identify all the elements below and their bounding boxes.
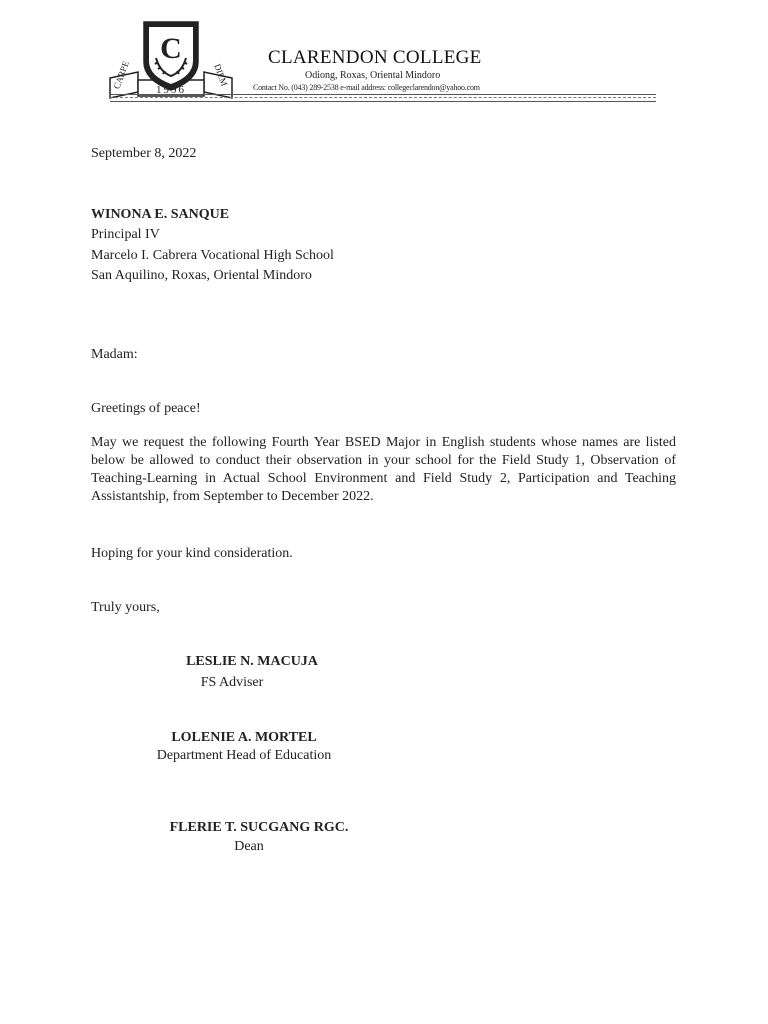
body-paragraph: May we request the following Fourth Year BSED Major in English students whose names are listed below be allowed to conduct their observation in your school for the Field Study 1, Observation of Teaching-Learning in Actual School Environment and Field Study 2, Participation and Teaching Assistantship, from September to December 2022.	[91, 435, 676, 504]
signatory-name-adviser: LESLIE N. MACUJA	[186, 654, 318, 669]
letterhead-divider-inner	[110, 97, 656, 98]
recipient-school: Marcelo I. Cabrera Vocational High School	[91, 248, 334, 263]
college-contact: Contact No. (043) 289-2538 e-mail address: collegeclarendon@yahoo.com	[253, 83, 480, 92]
recipient-name: WINONA E. SANQUE	[91, 207, 230, 222]
recipient-address: San Aquilino, Roxas, Oriental Mindoro	[91, 268, 312, 283]
closing-line: Hoping for your kind consideration.	[91, 546, 293, 561]
signatory-name-dean: FLERIE T. SUCGANG RGC.	[169, 820, 349, 835]
logo-right-text: DIEM	[212, 62, 230, 88]
signatory-title-dept-head: Department Head of Education	[156, 748, 332, 763]
logo-year: 1996	[156, 84, 186, 96]
college-address: Odiong, Roxas, Oriental Mindoro	[305, 70, 441, 81]
letterhead-divider	[110, 94, 656, 102]
signatory-title-adviser: FS Adviser	[200, 675, 264, 690]
salutation: Madam:	[91, 347, 138, 362]
greeting: Greetings of peace!	[91, 401, 201, 416]
letter-date: September 8, 2022	[91, 146, 197, 161]
logo-initial: C	[160, 32, 182, 65]
recipient-position: Principal IV	[91, 227, 160, 242]
signatory-title-dean: Dean	[234, 839, 264, 854]
college-name: CLARENDON COLLEGE	[268, 47, 482, 68]
college-logo	[108, 18, 234, 102]
signatory-name-dept-head: LOLENIE A. MORTEL	[171, 730, 317, 745]
logo-left-text: CARPE	[111, 59, 131, 91]
complimentary-close: Truly yours,	[91, 600, 160, 615]
